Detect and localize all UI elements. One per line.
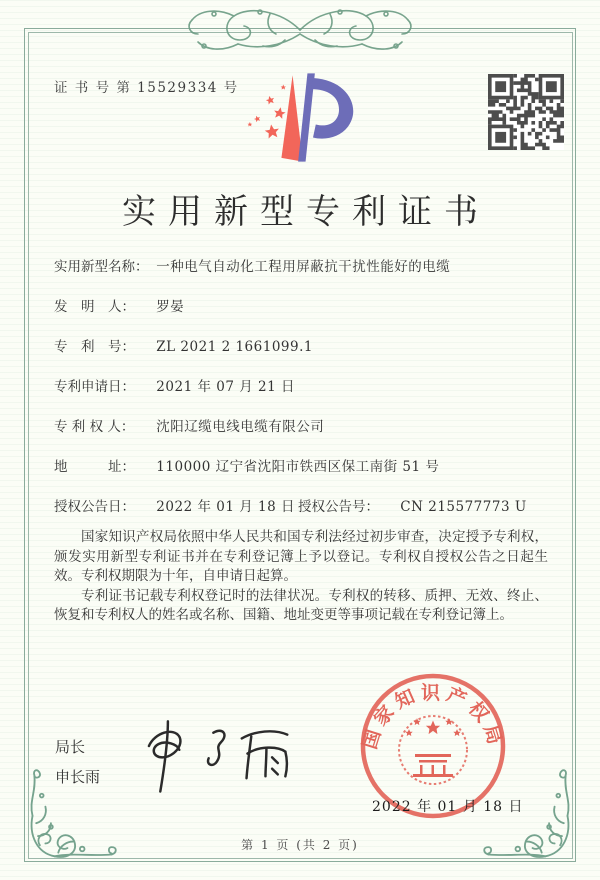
field-value: 沈阳辽缆电线电缆有限公司 xyxy=(156,419,325,435)
field-label: 专 利 权 人： xyxy=(54,419,135,435)
seal-date: 2022 年 01 月 18 日 xyxy=(372,799,524,815)
page-number: 第 1 页 (共 2 页) xyxy=(241,838,359,852)
grant-number-pair xyxy=(298,487,527,527)
field-value: ZL 2021 2 1661099.1 xyxy=(156,339,313,355)
field-label: 地 址： xyxy=(54,459,135,475)
grant-date-value: 2022 年 01 月 18 日 xyxy=(156,499,295,515)
director-handwritten-signature xyxy=(120,710,320,800)
cnipa-logo-icon xyxy=(235,68,365,180)
national-emblem-icon xyxy=(399,716,467,784)
floral-ornament-top-icon xyxy=(135,4,465,52)
legal-text xyxy=(54,528,548,626)
field-patentee xyxy=(54,407,554,447)
grant-date-label: 授权公告日： xyxy=(54,499,135,515)
grant-number-label: 授权公告号： xyxy=(298,499,379,515)
qr-code xyxy=(488,74,564,150)
field-inventor xyxy=(54,287,554,327)
certificate-number: 证 书 号 第 15529334 号 xyxy=(54,80,239,96)
field-value: 110000 辽宁省沈阳市铁西区保工南街 51 号 xyxy=(156,459,440,475)
legal-paragraph-2: 专利证书记载专利权登记时的法律状况。专利权的转移、质押、无效、终止、恢复和专利权人的姓名或名称、国籍、地址变更等事项记载在专利登记簿上。 xyxy=(54,587,548,623)
grant-number-value: CN 215577773 U xyxy=(400,499,527,515)
legal-paragraph-1: 国家知识产权局依照中华人民共和国专利法经过初步审查，决定授予专利权，颁发实用新型专利证书并在专利登记簿上予以登记。专利权自授权公告之日起生效。专利权期限为十年，自申请日起算。 xyxy=(54,529,548,584)
field-list xyxy=(54,247,554,527)
certificate-title: 实用新型专利证书 xyxy=(122,192,490,232)
field-label: 实用新型名称： xyxy=(54,259,149,275)
director-title: 局长 xyxy=(55,738,86,756)
field-value: 一种电气自动化工程用屏蔽抗干扰性能好的电缆 xyxy=(156,259,451,275)
field-label: 发 明 人： xyxy=(54,299,135,315)
svg-text:国家知识产权局 xyxy=(359,681,507,752)
field-value: 2021 年 07 月 21 日 xyxy=(156,379,295,395)
field-patent-number xyxy=(54,327,554,367)
field-utility-model-name xyxy=(54,247,554,287)
field-grant-row xyxy=(54,487,554,527)
director-name: 申长雨 xyxy=(55,768,101,786)
field-label: 专利申请日： xyxy=(54,379,135,395)
field-address xyxy=(54,447,554,487)
seal-agency-text: 国家知识产权局 xyxy=(358,681,508,752)
field-value: 罗晏 xyxy=(156,299,185,315)
field-label: 专 利 号： xyxy=(54,339,135,355)
field-filing-date xyxy=(54,367,554,407)
